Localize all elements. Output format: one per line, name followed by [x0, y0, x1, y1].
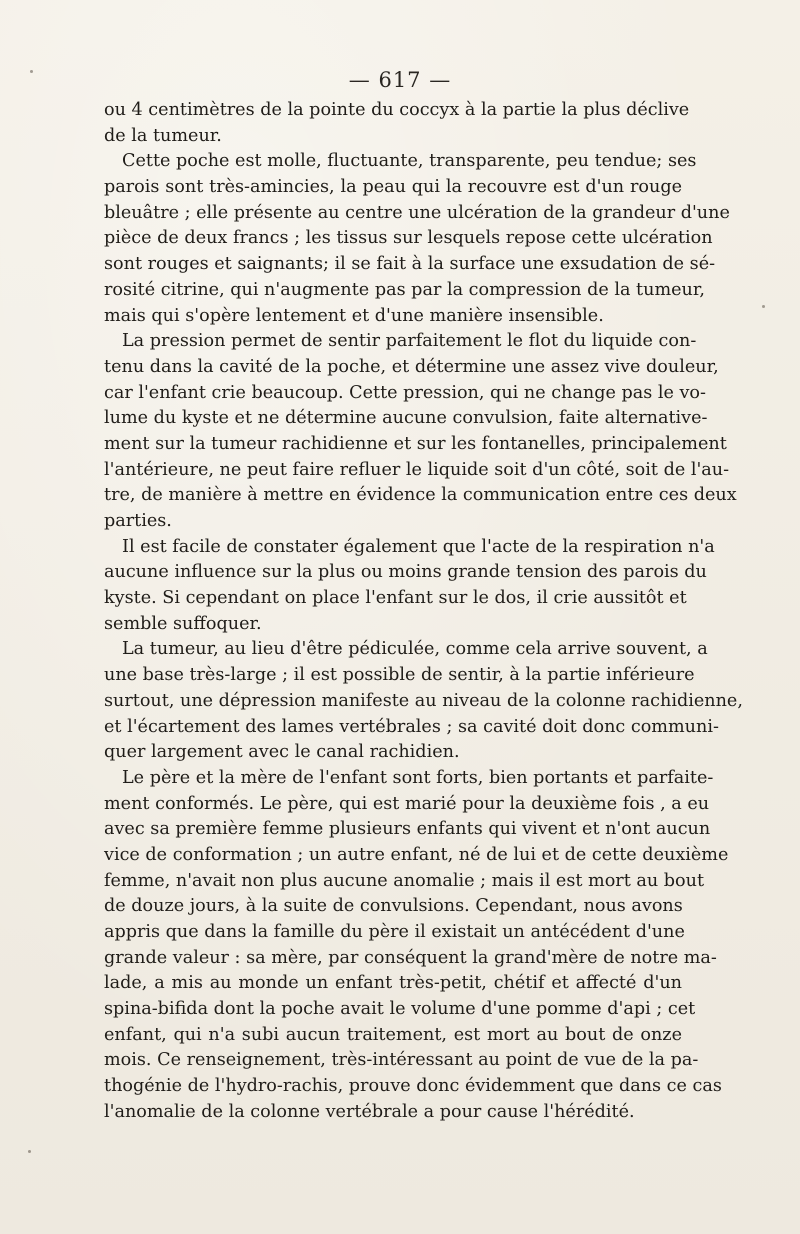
text-line: de douze jours, à la suite de convulsions. Cependant, nous avons — [104, 896, 683, 917]
text-line: La pression permet de sentir parfaitement le flot du liquide con- — [122, 331, 697, 352]
text-line: l'anomalie de la colonne vertébrale a pour cause l'hérédité. — [104, 1101, 635, 1122]
text-line: spina-bifida dont la poche avait le volume d'une pomme d'api ; cet — [104, 999, 696, 1020]
text-line: mois. Ce renseignement, très-intéressant au point de vue de la pa- — [104, 1050, 699, 1071]
text-line: parois sont très-amincies, la peau qui la recouvre est d'un rouge — [104, 177, 682, 198]
text-line: kyste. Si cependant on place l'enfant sur le dos, il crie aussitôt et — [104, 588, 687, 609]
body-text — [104, 98, 743, 1126]
text-line: sont rouges et saignants; il se fait à la surface une exsudation de sé- — [104, 254, 716, 275]
text-line: enfant, qui n'a subi aucun traitement, est mort au bout de onze — [104, 1024, 682, 1045]
text-line: tre, de manière à mettre en évidence la communication entre ces deux — [104, 485, 737, 506]
text-line: grande valeur : sa mère, par conséquent la grand'mère de notre ma- — [104, 947, 717, 968]
text-line: rosité citrine, qui n'augmente pas par la compression de la tumeur, — [104, 279, 705, 300]
text-line: car l'enfant crie beaucoup. Cette pression, qui ne change pas le vo- — [104, 382, 706, 403]
text-line: ment conformés. Le père, qui est marié pour la deuxième fois , a eu — [104, 793, 710, 814]
page-number: — 617 — — [348, 68, 452, 92]
text-line: et l'écartement des lames vertébrales ; sa cavité doit donc communi- — [104, 716, 719, 737]
text-line: ou 4 centimètres de la pointe du coccyx à la partie la plus déclive — [104, 100, 690, 120]
text-line: tenu dans la cavité de la poche, et détermine une assez vive douleur, — [104, 356, 719, 377]
text-line: une base très-large ; il est possible de sentir, à la partie inférieure — [104, 665, 695, 686]
text-line: femme, n'avait non plus aucune anomalie ; mais il est mort au bout — [104, 870, 705, 891]
text-line: pièce de deux francs ; les tissus sur lesquels repose cette ulcération — [104, 228, 713, 249]
text-line: avec sa première femme plusieurs enfants qui vivent et n'ont aucun — [104, 819, 711, 840]
text-line: La tumeur, au lieu d'être pédiculée, comme cela arrive souvent, a — [122, 639, 708, 660]
text-line: aucune influence sur la plus ou moins grande tension des parois du — [104, 562, 707, 583]
text-line: quer largement avec le canal rachidien. — [104, 742, 460, 763]
text-line: semble suffoquer. — [104, 613, 262, 634]
text-line: bleuâtre ; elle présente au centre une ulcération de la grandeur d'une — [104, 202, 730, 223]
paper-speck — [762, 305, 765, 308]
text-line: parties. — [104, 511, 172, 531]
text-line: lade, a mis au monde un enfant très-petit, chétif et affecté d'un — [104, 973, 682, 994]
paper-speck — [28, 1150, 31, 1153]
text-line: thogénie de l'hydro-rachis, prouve donc évidemment que dans ce cas — [104, 1076, 722, 1097]
text-line: Le père et la mère de l'enfant sont forts, bien portants et parfaite- — [122, 767, 714, 788]
text-line: Cette poche est molle, fluctuante, transparente, peu tendue; ses — [122, 151, 697, 172]
text-line: Il est facile de constater également que l'acte de la respiration n'a — [122, 536, 715, 557]
text-line: lume du kyste et ne détermine aucune convulsion, faite alternative- — [104, 408, 708, 429]
text-line: appris que dans la famille du père il existait un antécédent d'une — [104, 922, 685, 942]
text-line: mais qui s'opère lentement et d'une manière insensible. — [104, 305, 604, 326]
text-line: surtout, une dépression manifeste au niveau de la colonne rachidienne, — [104, 690, 743, 711]
text-line: de la tumeur. — [104, 125, 222, 146]
text-line: ment sur la tumeur rachidienne et sur les fontanelles, principalement — [104, 433, 727, 454]
text-line: l'antérieure, ne peut faire refluer le liquide soit d'un côté, soit de l'au- — [104, 459, 730, 480]
text-line: vice de conformation ; un autre enfant, né de lui et de cette deuxième — [104, 844, 729, 865]
